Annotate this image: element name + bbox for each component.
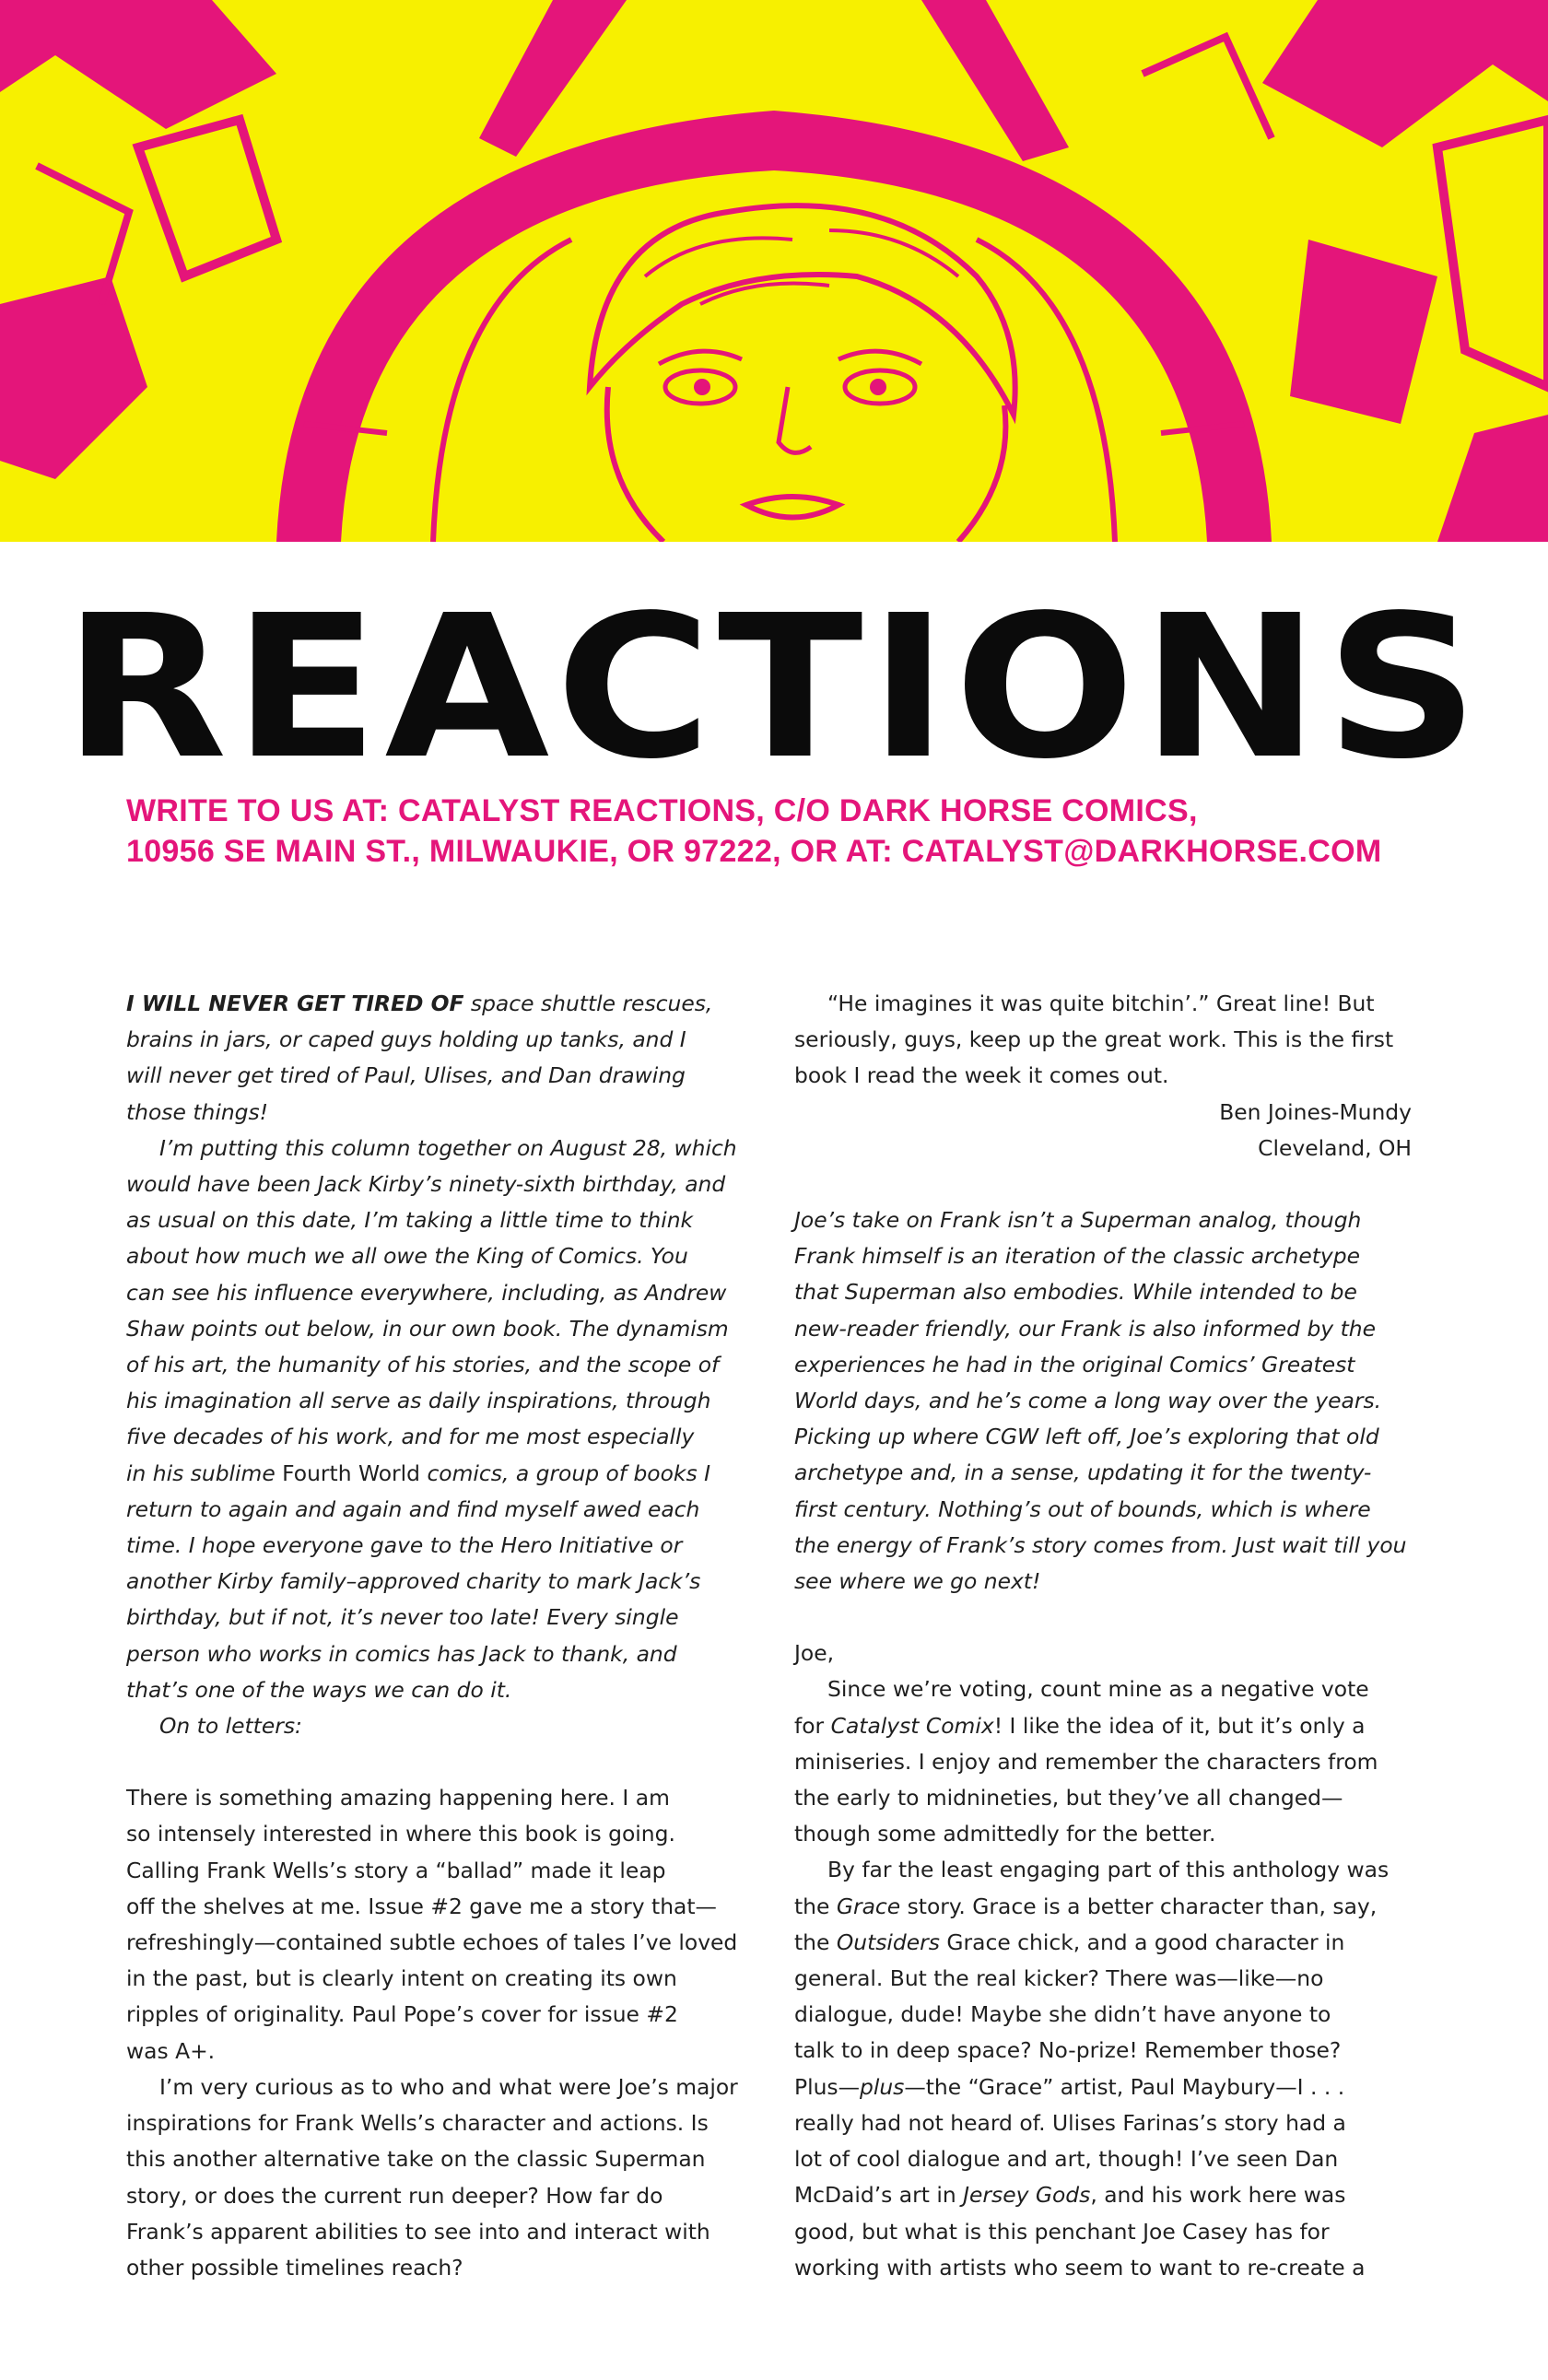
letter-line: talk to in deep space? No-prize! Remember those? [794,2037,1342,2064]
editorial-line: another Kirby family–approved charity to mark Jack’s [126,1568,701,1595]
editor-reply-line: experiences he had in the original Comics’ Greatest [794,1351,1355,1378]
text-run: the [794,1929,837,1955]
text-run: story. Grace is a better character than, say, [900,1893,1378,1919]
editorial-line: five decades of his work, and for me most especially [126,1424,695,1450]
letter-line: the early to midnineties, but they’ve all changed— [794,1785,1343,1811]
letter-signature-city: Cleveland, OH [1258,1134,1412,1161]
letter-line [794,1708,1412,1744]
letter-line [794,1889,1412,1925]
letter-line: this another alternative take on the classic Superman [126,2146,706,2173]
intro-line: space shuttle rescues, [463,991,713,1016]
right-column [794,986,1412,2286]
text-run: ! I like the idea of it, but it’s only a [993,1712,1366,1739]
letter-line: so intensely interested in where this book is going. [126,1821,675,1847]
letter-line: “He imagines it was quite bitchin’.” Great line! But [827,991,1375,1016]
editor-reply-line: see where we go next! [794,1568,1041,1595]
editor-reply-line: that Superman also embodies. While intended to be [794,1279,1357,1306]
editorial-line: of his art, the humanity of his stories, and the scope of [126,1352,720,1378]
letter-line: was A+. [126,2037,216,2064]
letter-line [794,2177,1412,2213]
outsiders-title: Outsiders [836,1929,940,1955]
letter-line: working with artists who seem to want to re-create a [794,2254,1366,2280]
editorial-line: that’s one of the ways we can do it. [126,1676,512,1703]
fourth-world-pre: in his sublime [126,1460,283,1486]
text-run: for [794,1712,831,1739]
editor-reply-line: Picking up where CGW left off, Joe’s exploring that old [794,1424,1379,1450]
letter-line: in the past, but is clearly intent on creating its own [126,1965,677,1992]
page-title: REACTIONS [63,573,1485,803]
jersey-gods-title: Jersey Gods [963,2182,1091,2209]
text-run: the [794,1893,837,1919]
letter-line: lot of cool dialogue and art, though! I’ve seen Dan [794,2146,1339,2173]
letter-line: refreshingly—contained subtle echoes of tales I’ve loved [126,1929,738,1956]
letter-line: By far the least engaging part of this anthology was [827,1857,1390,1883]
letter-line: miniseries. I enjoy and remember the characters from [794,1748,1378,1775]
editor-reply-line: the energy of Frank’s story comes from. Just wait till you [794,1531,1407,1558]
editorial-line: his imagination all serve as daily inspirations, through [126,1388,711,1414]
letter-line: other possible timelines reach? [126,2254,463,2280]
editorial-line: about how much we all owe the King of Comics. You [126,1243,688,1270]
text-run: , and his work here was [1090,2182,1346,2209]
text-run: Plus— [794,2073,861,2100]
letter-line: good, but what is this penchant Joe Casey has for [794,2218,1330,2245]
letter-line: ripples of originality. Paul Pope’s cover for issue #2 [126,2001,678,2028]
letter-line: Calling Frank Wells’s story a “ballad” made it leap [126,1857,666,1883]
editorial-line: I’m putting this column together on August 28, which [159,1134,737,1161]
fourth-world-post: comics, a group of books I [420,1460,710,1486]
fourth-world-title: Fourth World [282,1460,421,1486]
grace-title: Grace [836,1893,901,1919]
astronaut-helmet-illustration [0,0,1548,542]
address-line-2: 10956 SE MAIN ST., MILWAUKIE, OR 97222, OR AT: CATALYST@DARKHORSE.COM [126,834,1382,869]
letter-line: inspirations for Frank Wells’s character and actions. Is [126,2110,709,2137]
editor-reply-line: Frank himself is an iteration of the classic archetype [794,1243,1360,1270]
editor-reply-line: archetype and, in a sense, updating it for the twenty- [794,1460,1372,1486]
text-run: —the “Grace” artist, Paul Maybury—I . . . [904,2073,1345,2100]
letter-line: story, or does the current run deeper? How far do [126,2182,663,2209]
letter-line: though some admittedly for the better. [794,1821,1216,1847]
editorial-line: time. I hope everyone gave to the Hero Initiative or [126,1532,683,1559]
editorial-line: return to again and again and find myself awed each [126,1495,700,1522]
letter-line: Frank’s apparent abilities to see into and interact with [126,2218,710,2245]
letter-line: book I read the week it comes out. [794,1062,1169,1089]
intro-line: those things! [126,1098,269,1125]
letter-line: There is something amazing happening here. I am [126,1785,670,1811]
editorial-line: birthday, but if not, it’s never too late! Every single [126,1604,679,1631]
editor-reply-line: first century. Nothing’s out of bounds, which is where [794,1495,1371,1522]
editorial-line: person who works in comics has Jack to thank, and [126,1640,677,1667]
mailing-address [126,791,1435,872]
letter-line [794,2069,1412,2105]
catalyst-comix-title: Catalyst Comix [830,1712,994,1739]
intro-lead-caps: I WILL NEVER GET TIRED OF [126,991,464,1016]
intro-line: brains in jars, or caped guys holding up tanks, and I [126,1026,686,1053]
letter-line: general. But the real kicker? There was—like—no [794,1965,1324,1992]
text-run: Grace chick, and a good character in [939,1929,1345,1955]
editor-reply-line: World days, and he’s come a long way over the years. [794,1388,1382,1414]
intro-line: will never get tired of Paul, Ulises, and Dan drawing [126,1062,686,1089]
editorial-line: as usual on this date, I’m taking a little time to think [126,1207,694,1234]
text-run: McDaid’s art in [794,2182,964,2209]
editorial-line: would have been Jack Kirby’s ninety-sixth birthday, and [126,1171,726,1198]
editorial-line: can see his influence everywhere, including, as Andrew [126,1279,727,1306]
letter-line: Since we’re voting, count mine as a negative vote [827,1676,1369,1703]
letter-line: off the shelves at me. Issue #2 gave me a story that— [126,1893,717,1919]
letter-line: I’m very curious as to who and what were Joe’s major [159,2073,738,2100]
address-line-1: WRITE TO US AT: CATALYST REACTIONS, C/O DARK HORSE COMICS, [126,793,1198,828]
editorial-line: Shaw points out below, in our own book. The dynamism [126,1315,729,1342]
letter-line: really had not heard of. Ulises Farinas’s story had a [794,2109,1346,2136]
on-to-letters: On to letters: [159,1713,302,1740]
letter-salutation: Joe, [794,1640,835,1667]
letter-line [794,1925,1412,1961]
left-column [126,986,738,2286]
letter-line: dialogue, dude! Maybe she didn’t have anyone to [794,2001,1331,2028]
plus-emphasis: plus [860,2073,905,2100]
editor-reply-line: Joe’s take on Frank isn’t a Superman analog, though [794,1207,1362,1234]
letter-signature-name: Ben Joines-Mundy [1219,1098,1412,1125]
intro-paragraph [126,986,734,1022]
letter-line: seriously, guys, keep up the great work. This is the first [794,1026,1394,1053]
header-illustration [0,0,1548,542]
editorial-line [126,1456,734,1492]
editor-reply-line: new-reader friendly, our Frank is also informed by the [794,1315,1376,1342]
